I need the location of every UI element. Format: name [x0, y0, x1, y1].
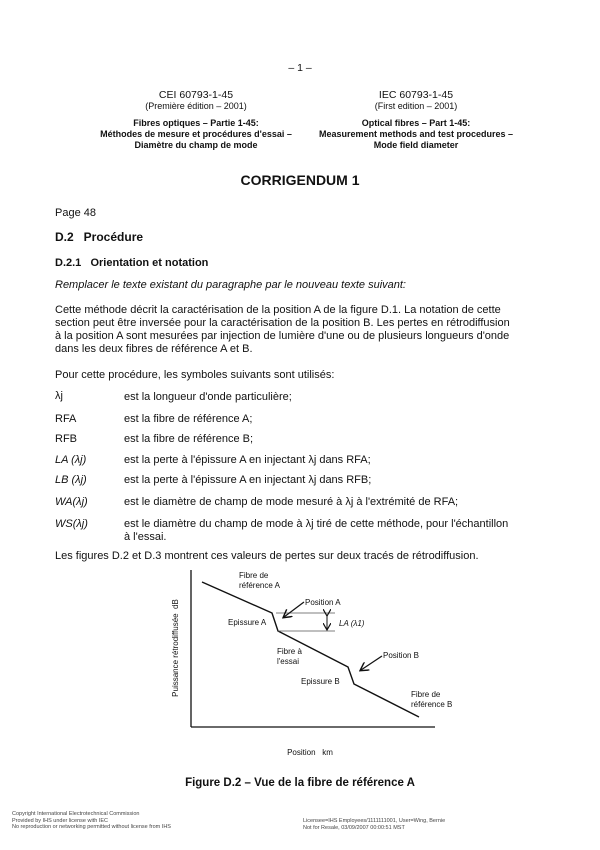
title-en-2: Measurement methods and test procedures – — [318, 129, 514, 139]
symbol-definition: est le diamètre du champ de mode à λj tiré de cette méthode, pour l'échantillon — [124, 518, 509, 530]
symbol-definition: est la fibre de référence B; — [124, 433, 254, 445]
label-epissure-b: Epissure B — [301, 677, 340, 686]
title-fr-3: Diamètre du champ de mode — [134, 140, 258, 150]
figures-sentence: Les figures D.2 et D.3 montrent ces valeurs de pertes sur deux tracés de rétrodiffusion. — [55, 550, 479, 562]
symbol: WS(λj) — [55, 518, 88, 530]
section-heading: D.2 Procédure — [55, 230, 144, 244]
corrigendum-title: CORRIGENDUM 1 — [240, 172, 360, 188]
edition-en: (First edition – 2001) — [374, 101, 458, 111]
label-loss-la: LA (λ1) — [339, 619, 365, 628]
label-ref-b: référence B — [411, 700, 453, 709]
title-fr-1: Fibres optiques – Partie 1-45: — [133, 118, 259, 128]
symbol: LA (λj) — [55, 454, 87, 466]
position-a-arrow — [284, 602, 304, 617]
label-ref-a: référence A — [239, 581, 280, 590]
label-epissure-a: Epissure A — [228, 618, 267, 627]
paragraph-line: Cette méthode décrit la caractérisation de la position A de la figure D.1. La notation de cette — [55, 304, 501, 316]
label-position-b: Position B — [383, 651, 420, 660]
paragraph-line: dans les deux fibres de référence A et B. — [55, 343, 253, 355]
label-ref-a: Fibre de — [239, 571, 269, 580]
symbol: λj — [55, 390, 63, 402]
symbol-definition: est la perte à l'épissure A en injectant λj dans RFB; — [124, 474, 372, 486]
footer-line: Provided by IHS under license with IEC — [12, 817, 108, 824]
footer-license — [303, 818, 445, 831]
symbol-definition-continued: à l'essai. — [124, 531, 167, 543]
symbol-definition: est la longueur d'onde particulière; — [124, 391, 292, 403]
standard-code-en: IEC 60793-1-45 — [378, 89, 454, 101]
label-ref-b: Fibre de — [411, 690, 441, 699]
edition-fr: (Première édition – 2001) — [145, 101, 247, 111]
footer-line: Copyright International Electrotechnical Commission — [12, 811, 140, 817]
title-en-1: Optical fibres – Part 1-45: — [361, 118, 471, 128]
title-en-3: Mode field diameter — [373, 140, 459, 150]
instruction: Remplacer le texte existant du paragraphe par le nouveau texte suivant: — [55, 279, 406, 291]
position-b-arrow — [361, 656, 382, 670]
x-axis-label: Position km — [287, 748, 333, 757]
page-reference: Page 48 — [55, 207, 96, 219]
standard-code-fr: CEI 60793-1-45 — [158, 89, 234, 101]
footer-copyright — [12, 811, 171, 831]
footer-line: Not for Resale, 03/09/2007 00:00:51 MST — [303, 824, 405, 831]
label-fibre-essai: Fibre à — [277, 647, 302, 656]
paragraph-line: section peut être inversée pour la caractérisation de la position B. Les pertes en rétrodiffusion — [55, 317, 510, 329]
symbol-definition: est le diamètre de champ de mode mesuré à λj à l'extrémité de RFA; — [124, 496, 459, 508]
symbol-definition: est la fibre de référence A; — [124, 413, 253, 425]
symbols-intro: Pour cette procédure, les symboles suivants sont utilisés: — [55, 369, 335, 381]
symbol-definition: est la perte à l'épissure A en injectant λj dans RFA; — [124, 454, 371, 466]
label-fibre-essai: l'essai — [277, 657, 299, 666]
page-number: – 1 – — [288, 62, 312, 74]
subsection-heading: D.2.1 Orientation et notation — [55, 257, 209, 269]
footer-line: No reproduction or networking permitted without license from IHS — [12, 824, 171, 830]
symbol: WA(λj) — [55, 496, 88, 508]
symbol: RFB — [55, 433, 77, 445]
paragraph-line: à la position A sont mesurées par injection de lumière d'une ou de plusieurs longueurs d'onde — [55, 330, 510, 342]
y-axis-label: Puissance rétrodiffusée dB — [171, 599, 180, 697]
footer-line: Licensee=IHS Employees/1111111001, User=Wing, Bernie — [303, 818, 446, 824]
title-fr-2: Méthodes de mesure et procédures d'essai – — [100, 129, 292, 139]
label-position-a: Position A — [305, 598, 341, 607]
symbol: RFA — [55, 413, 77, 425]
symbol: LB (λj) — [55, 474, 87, 486]
figure-caption: Figure D.2 – Vue de la fibre de référence A — [185, 777, 415, 789]
